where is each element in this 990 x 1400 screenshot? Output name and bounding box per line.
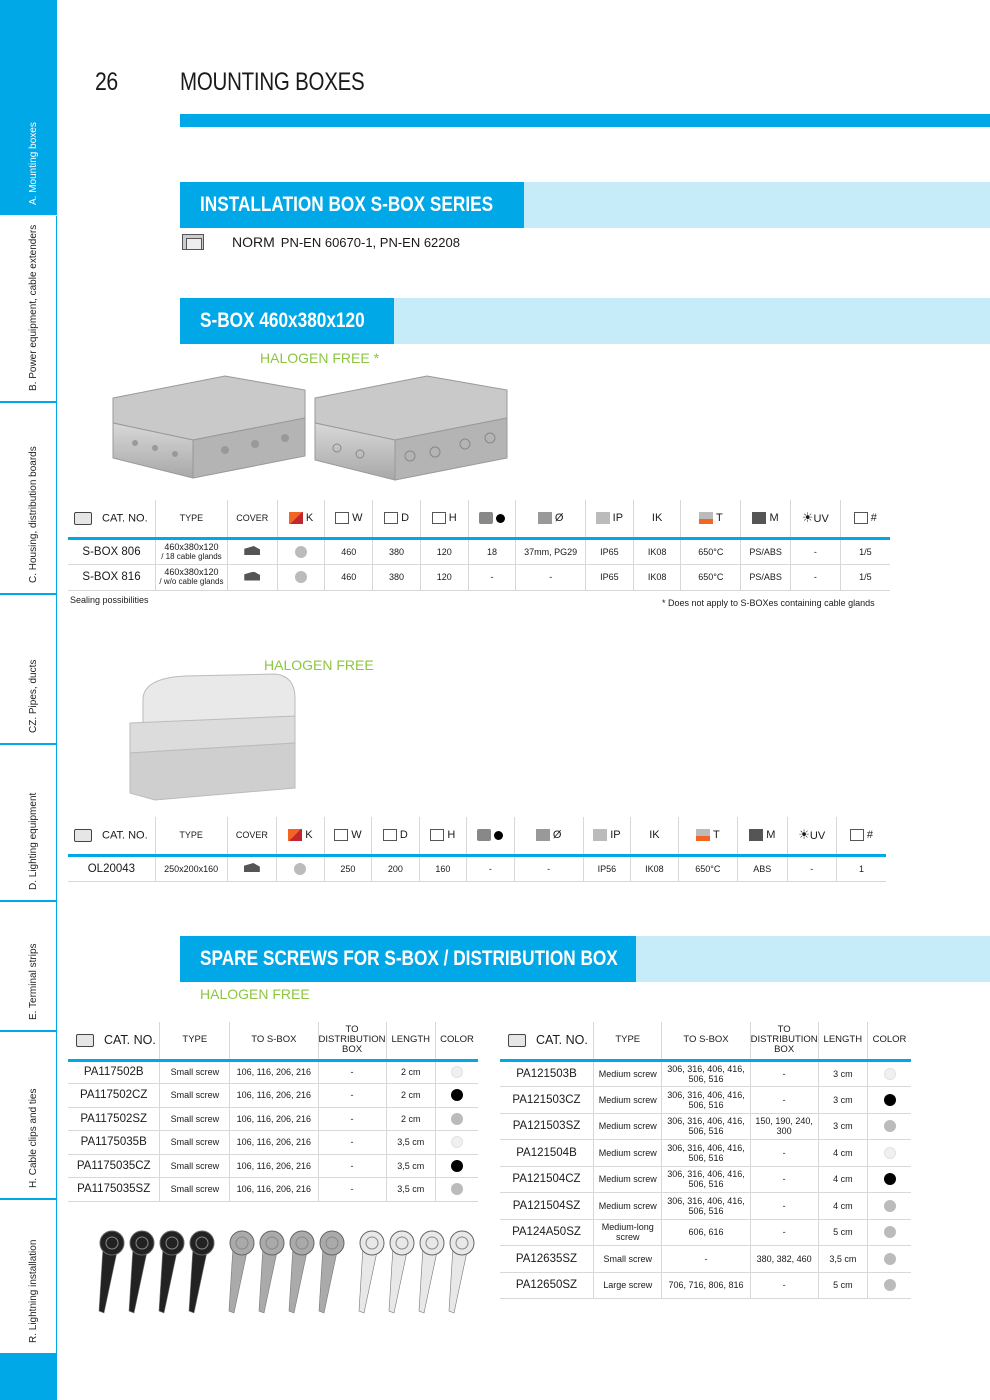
cell-color <box>868 1166 911 1193</box>
cell-cat: PA1175035CZ <box>68 1154 160 1178</box>
sidebar-tab-lighting[interactable] <box>0 745 57 902</box>
cell-cat: PA117502B <box>68 1060 160 1084</box>
col-ik: IK <box>633 500 681 538</box>
holes-icon <box>477 829 491 841</box>
table-row <box>68 1154 478 1178</box>
cell-type: Medium screw <box>593 1113 661 1140</box>
ol20043-product-image <box>125 668 300 803</box>
cell-to-dist: - <box>318 1178 386 1202</box>
cell-to-dist: - <box>750 1060 818 1087</box>
col-d: D <box>372 817 419 855</box>
cell-t: 650°C <box>681 564 741 590</box>
col-cat: CAT. NO. <box>68 1022 160 1060</box>
cell-color <box>868 1140 911 1167</box>
screw-icon <box>449 1231 474 1313</box>
table-row <box>68 855 886 881</box>
cell-to-dist: - <box>318 1060 386 1084</box>
cell-cat: OL20043 <box>68 855 155 881</box>
color-swatch <box>451 1113 463 1125</box>
cell-length: 3 cm <box>818 1087 867 1114</box>
color-swatch <box>884 1120 896 1132</box>
color-swatch <box>884 1173 896 1185</box>
col-cat: CAT. NO. <box>68 817 155 855</box>
cell-length: 5 cm <box>818 1219 867 1246</box>
cell-cat: PA121504CZ <box>500 1166 593 1193</box>
cell-length: 4 cm <box>818 1166 867 1193</box>
section-title: SPARE SCREWS FOR S-BOX / DISTRIBUTION BOX <box>180 936 636 982</box>
folder-icon <box>74 829 92 842</box>
cell-color <box>868 1219 911 1246</box>
sidebar-tab-label: E. Terminal strips <box>28 943 39 1020</box>
col-type: TYPE <box>593 1022 661 1060</box>
col-t: T <box>678 817 737 855</box>
col-uv: ☀UV <box>791 500 841 538</box>
cell-length: 3,5 cm <box>386 1131 435 1155</box>
cell-k <box>277 855 324 881</box>
cell-type: 460x380x120 / w/o cable glands <box>156 564 228 590</box>
cell-type: Small screw <box>160 1154 230 1178</box>
color-swatch <box>884 1094 896 1106</box>
table-row <box>500 1087 911 1114</box>
cell-to-dist: - <box>750 1219 818 1246</box>
col-cover: COVER <box>227 817 277 855</box>
cell-cat: PA117502SZ <box>68 1107 160 1131</box>
screw-icon <box>99 1231 124 1313</box>
cell-m: PS/ABS <box>741 564 791 590</box>
cell-uv: - <box>791 538 841 564</box>
cell-to-dist: - <box>750 1193 818 1220</box>
col-holes <box>467 817 514 855</box>
sbox-product-image <box>105 368 515 488</box>
cell-cat: PA121504SZ <box>500 1193 593 1220</box>
cell-type: Medium screw <box>593 1060 661 1087</box>
cell-to-dist: - <box>750 1140 818 1167</box>
cell-ip: IP65 <box>586 538 634 564</box>
color-swatch <box>451 1089 463 1101</box>
cell-type: Small screw <box>160 1084 230 1108</box>
cell-to-dist: - <box>318 1131 386 1155</box>
cell-t: 650°C <box>678 855 737 881</box>
cell-type: Medium screw <box>593 1166 661 1193</box>
cell-to-sbox: 306, 316, 406, 416, 506, 516 <box>662 1060 750 1087</box>
cell-cat: PA121503CZ <box>500 1087 593 1114</box>
cell-holes: - <box>468 564 516 590</box>
cell-color <box>435 1060 478 1084</box>
cell-d: 200 <box>372 855 419 881</box>
cell-length: 3,5 cm <box>386 1178 435 1202</box>
depth-cube-icon <box>384 512 398 524</box>
cell-color <box>868 1087 911 1114</box>
cell-ik: IK08 <box>633 538 681 564</box>
sidebar-tab-label: A. Mounting boxes <box>28 122 39 205</box>
sidebar-tab-label: D. Lighting equipment <box>28 792 39 890</box>
height-cube-icon <box>430 829 444 841</box>
page-title: MOUNTING BOXES <box>180 68 365 96</box>
sidebar-tab-label: H. Cable clips and ties <box>28 1088 39 1188</box>
cell-cat: PA121503B <box>500 1060 593 1087</box>
cell-dia: - <box>514 855 583 881</box>
cell-to-dist: - <box>750 1272 818 1299</box>
cell-h: 160 <box>419 855 466 881</box>
col-diameter: Ø <box>516 500 586 538</box>
footnote: * Does not apply to S-BOXes containing cable glands <box>662 598 875 608</box>
cell-holes: 18 <box>468 538 516 564</box>
table-row <box>68 1084 478 1108</box>
sidebar-tab-label: R. Lightning installation <box>28 1239 39 1343</box>
cell-type: Large screw <box>593 1272 661 1299</box>
cell-color <box>435 1107 478 1131</box>
norm-value: PN-EN 60670-1, PN-EN 62208 <box>280 234 460 250</box>
color-swatch <box>294 863 306 875</box>
table-row <box>68 564 890 590</box>
col-k: K <box>277 500 325 538</box>
cell-pack: 1/5 <box>840 564 890 590</box>
cell-to-dist: - <box>318 1107 386 1131</box>
cell-color <box>868 1060 911 1087</box>
screw-icon <box>319 1231 344 1313</box>
cell-cat: PA121503SZ <box>500 1113 593 1140</box>
sidebar-tab-lightning[interactable] <box>0 1200 57 1355</box>
color-swatch <box>884 1253 896 1265</box>
col-type: TYPE <box>160 1022 230 1060</box>
dot-icon <box>496 514 505 523</box>
table-row <box>500 1272 911 1299</box>
color-swatch <box>884 1279 896 1291</box>
dot-icon <box>494 831 503 840</box>
cell-cat: S-BOX 806 <box>68 538 156 564</box>
cell-color <box>868 1272 911 1299</box>
cell-to-sbox: 106, 116, 206, 216 <box>230 1154 318 1178</box>
cell-h: 120 <box>420 564 468 590</box>
screw-icon <box>129 1231 154 1313</box>
holes-icon <box>479 512 493 524</box>
cell-w: 460 <box>325 538 373 564</box>
section-bar-sbox-series <box>180 182 990 228</box>
screw-icon <box>189 1231 214 1313</box>
cell-to-dist: 150, 190, 240, 300 <box>750 1113 818 1140</box>
package-icon <box>854 512 868 524</box>
page-number: 26 <box>95 68 118 96</box>
table-row <box>500 1113 911 1140</box>
folder-icon <box>76 1034 94 1047</box>
cell-to-sbox: 706, 716, 806, 816 <box>662 1272 750 1299</box>
col-color: COLOR <box>868 1022 911 1060</box>
cell-type: Medium screw <box>593 1087 661 1114</box>
cell-to-sbox: 106, 116, 206, 216 <box>230 1060 318 1084</box>
sidebar-tab-label: B. Power equipment, cable extenders <box>28 224 39 391</box>
table-row <box>500 1166 911 1193</box>
table-row <box>500 1193 911 1220</box>
cell-type: 250x200x160 <box>155 855 227 881</box>
norm-row <box>182 234 460 250</box>
color-swatch <box>451 1066 463 1078</box>
halogen-free-label: HALOGEN FREE <box>264 657 374 673</box>
section-title: S-BOX 460x380x120 <box>180 298 394 344</box>
cell-type: Medium screw <box>593 1193 661 1220</box>
cell-type: Small screw <box>160 1107 230 1131</box>
col-cover: COVER <box>227 500 277 538</box>
sbox-spec-table <box>68 500 890 591</box>
cell-length: 2 cm <box>386 1084 435 1108</box>
cell-cat: PA121504B <box>500 1140 593 1167</box>
col-holes <box>468 500 516 538</box>
cell-uv: - <box>787 855 836 881</box>
section-bar-sbox-460 <box>180 298 990 344</box>
cell-to-sbox: 106, 116, 206, 216 <box>230 1131 318 1155</box>
cell-to-dist: 380, 382, 460 <box>750 1246 818 1273</box>
cell-to-dist: - <box>318 1154 386 1178</box>
col-k: K <box>277 817 324 855</box>
cell-type: Small screw <box>160 1131 230 1155</box>
color-swatch <box>884 1147 896 1159</box>
material-cube-icon <box>749 829 763 841</box>
cell-cat: PA117502CZ <box>68 1084 160 1108</box>
cell-length: 3,5 cm <box>386 1154 435 1178</box>
temperature-icon <box>696 829 710 841</box>
color-swatch <box>451 1160 463 1172</box>
col-d: D <box>373 500 421 538</box>
color-cube-icon <box>289 512 303 524</box>
section-title: INSTALLATION BOX S-BOX SERIES <box>180 182 524 228</box>
cell-to-sbox: 306, 316, 406, 416, 506, 516 <box>662 1087 750 1114</box>
uv-sun-icon: ☀ <box>798 827 810 843</box>
depth-cube-icon <box>383 829 397 841</box>
col-w: W <box>324 817 371 855</box>
col-color: COLOR <box>435 1022 478 1060</box>
table-row <box>68 1178 478 1202</box>
screw-icon <box>419 1231 444 1313</box>
screws-table-right <box>500 1022 911 1299</box>
cover-icon <box>244 572 260 581</box>
cell-d: 380 <box>373 538 421 564</box>
table-row <box>500 1246 911 1273</box>
cell-length: 4 cm <box>818 1140 867 1167</box>
cell-type: 460x380x120 / 18 cable glands <box>156 538 228 564</box>
cell-length: 4 cm <box>818 1193 867 1220</box>
ip-cube-icon <box>593 829 607 841</box>
folder-icon <box>508 1034 526 1047</box>
cell-dia: - <box>516 564 586 590</box>
section-bar-spare-screws <box>180 936 990 982</box>
color-swatch <box>451 1183 463 1195</box>
cell-to-dist: - <box>750 1166 818 1193</box>
cell-to-sbox: 306, 316, 406, 416, 506, 516 <box>662 1193 750 1220</box>
cell-t: 650°C <box>681 538 741 564</box>
col-ip: IP <box>586 500 634 538</box>
col-type: TYPE <box>155 817 227 855</box>
halogen-free-label: HALOGEN FREE <box>200 986 310 1002</box>
cell-to-sbox: 106, 116, 206, 216 <box>230 1107 318 1131</box>
height-cube-icon <box>432 512 446 524</box>
cell-cat: PA124A50SZ <box>500 1219 593 1246</box>
ip-cube-icon <box>596 512 610 524</box>
col-type: TYPE <box>156 500 228 538</box>
cell-pack: 1 <box>836 855 886 881</box>
cell-to-sbox: 306, 316, 406, 416, 506, 516 <box>662 1140 750 1167</box>
cell-holes: - <box>467 855 514 881</box>
table-row <box>500 1219 911 1246</box>
cell-dia: 37mm, PG29 <box>516 538 586 564</box>
col-w: W <box>325 500 373 538</box>
sidebar-tab-label: CZ. Pipes, ducts <box>28 659 39 733</box>
col-diameter: Ø <box>514 817 583 855</box>
color-swatch <box>884 1068 896 1080</box>
color-swatch <box>884 1226 896 1238</box>
table-row <box>500 1060 911 1087</box>
col-cat: CAT. NO. <box>68 500 156 538</box>
screws-table-left <box>68 1022 478 1202</box>
gland-icon <box>536 829 550 841</box>
cell-m: ABS <box>738 855 787 881</box>
cell-w: 250 <box>324 855 371 881</box>
cell-m: PS/ABS <box>741 538 791 564</box>
gland-icon <box>538 512 552 524</box>
material-cube-icon <box>752 512 766 524</box>
col-h: H <box>420 500 468 538</box>
col-to-sbox: TO S-BOX <box>662 1022 750 1060</box>
col-ip: IP <box>583 817 631 855</box>
screw-icon <box>389 1231 414 1313</box>
col-cat: CAT. NO. <box>500 1022 593 1060</box>
cell-type: Medium-long screw <box>593 1219 661 1246</box>
cell-cover <box>227 855 277 881</box>
col-h: H <box>419 817 466 855</box>
cell-h: 120 <box>420 538 468 564</box>
cell-cover <box>227 564 277 590</box>
cell-to-sbox: 306, 316, 406, 416, 506, 516 <box>662 1113 750 1140</box>
cell-k <box>277 564 325 590</box>
table-row <box>68 1107 478 1131</box>
cell-color <box>868 1113 911 1140</box>
package-icon <box>850 829 864 841</box>
cell-ip: IP56 <box>583 855 631 881</box>
col-length: LENGTH <box>386 1022 435 1060</box>
screw-icon <box>229 1231 254 1313</box>
sidebar-tab-label: C. Housing, distribution boards <box>28 446 39 583</box>
cell-cat: PA1175035SZ <box>68 1178 160 1202</box>
cell-to-sbox: 306, 316, 406, 416, 506, 516 <box>662 1166 750 1193</box>
header-bar <box>180 114 990 127</box>
cell-k <box>277 538 325 564</box>
color-swatch <box>451 1136 463 1148</box>
screw-icon <box>359 1231 384 1313</box>
cell-to-dist: - <box>318 1084 386 1108</box>
cell-type: Small screw <box>160 1060 230 1084</box>
cell-cat: PA12650SZ <box>500 1272 593 1299</box>
cell-length: 3,5 cm <box>818 1246 867 1273</box>
col-to-dist: TO DISTRIBUTION BOX <box>318 1022 386 1060</box>
sidebar-tab-power-equipment[interactable] <box>0 216 57 403</box>
cell-length: 2 cm <box>386 1107 435 1131</box>
col-to-dist: TO DISTRIBUTION BOX <box>750 1022 818 1060</box>
halogen-free-label: HALOGEN FREE * <box>260 350 380 366</box>
cell-length: 3 cm <box>818 1113 867 1140</box>
folder-icon <box>74 512 92 525</box>
cell-uv: - <box>791 564 841 590</box>
sidebar-footer-block <box>0 1355 57 1400</box>
cell-ik: IK08 <box>631 855 679 881</box>
col-length: LENGTH <box>818 1022 867 1060</box>
cell-w: 460 <box>325 564 373 590</box>
screw-icon <box>259 1231 284 1313</box>
cover-icon <box>244 546 260 555</box>
screws-product-image <box>88 1225 478 1325</box>
cell-color <box>435 1131 478 1155</box>
cell-to-sbox: 106, 116, 206, 216 <box>230 1178 318 1202</box>
sidebar-tab-pipes[interactable] <box>0 595 57 745</box>
sidebar <box>0 0 57 1400</box>
temperature-icon <box>699 512 713 524</box>
col-uv: ☀UV <box>787 817 836 855</box>
table-row <box>68 1060 478 1084</box>
cell-color <box>868 1193 911 1220</box>
cell-type: Small screw <box>593 1246 661 1273</box>
ol20043-spec-table <box>68 817 886 882</box>
cell-type: Medium screw <box>593 1140 661 1167</box>
table-row <box>500 1140 911 1167</box>
cell-ip: IP65 <box>586 564 634 590</box>
sidebar-tab-housing[interactable] <box>0 403 57 595</box>
cell-type: Small screw <box>160 1178 230 1202</box>
table-row <box>68 538 890 564</box>
col-to-sbox: TO S-BOX <box>230 1022 318 1060</box>
color-swatch <box>884 1200 896 1212</box>
cell-color <box>868 1246 911 1273</box>
cell-color <box>435 1084 478 1108</box>
cell-d: 380 <box>373 564 421 590</box>
cell-to-sbox: 106, 116, 206, 216 <box>230 1084 318 1108</box>
cell-pack: 1/5 <box>840 538 890 564</box>
cell-to-dist: - <box>750 1087 818 1114</box>
color-cube-icon <box>288 829 302 841</box>
col-pack: # <box>840 500 890 538</box>
cell-cat: PA12635SZ <box>500 1246 593 1273</box>
sidebar-tab-cable-clips[interactable] <box>0 1032 57 1200</box>
sealing-note: Sealing possibilities <box>70 595 149 605</box>
table-row <box>68 1131 478 1155</box>
color-swatch <box>295 546 307 558</box>
cell-color <box>435 1154 478 1178</box>
norm-label: NORM <box>232 234 275 250</box>
sidebar-tab-mounting-boxes[interactable] <box>0 0 57 216</box>
cell-length: 2 cm <box>386 1060 435 1084</box>
cell-to-sbox: 606, 616 <box>662 1219 750 1246</box>
col-m: M <box>738 817 787 855</box>
col-pack: # <box>836 817 886 855</box>
cell-color <box>435 1178 478 1202</box>
uv-sun-icon: ☀ <box>801 510 814 526</box>
color-swatch <box>295 571 307 583</box>
col-t: T <box>681 500 741 538</box>
norm-book-icon <box>182 234 204 250</box>
screw-icon <box>289 1231 314 1313</box>
cell-cover <box>227 538 277 564</box>
width-cube-icon <box>335 512 349 524</box>
col-ik: IK <box>631 817 679 855</box>
sidebar-tab-terminal-strips[interactable] <box>0 902 57 1032</box>
width-cube-icon <box>334 829 348 841</box>
cell-cat: S-BOX 816 <box>68 564 156 590</box>
cell-length: 3 cm <box>818 1060 867 1087</box>
col-m: M <box>741 500 791 538</box>
cell-length: 5 cm <box>818 1272 867 1299</box>
screw-icon <box>159 1231 184 1313</box>
cell-ik: IK08 <box>633 564 681 590</box>
cell-to-sbox: - <box>662 1246 750 1273</box>
cover-icon <box>244 863 260 872</box>
cell-cat: PA1175035B <box>68 1131 160 1155</box>
